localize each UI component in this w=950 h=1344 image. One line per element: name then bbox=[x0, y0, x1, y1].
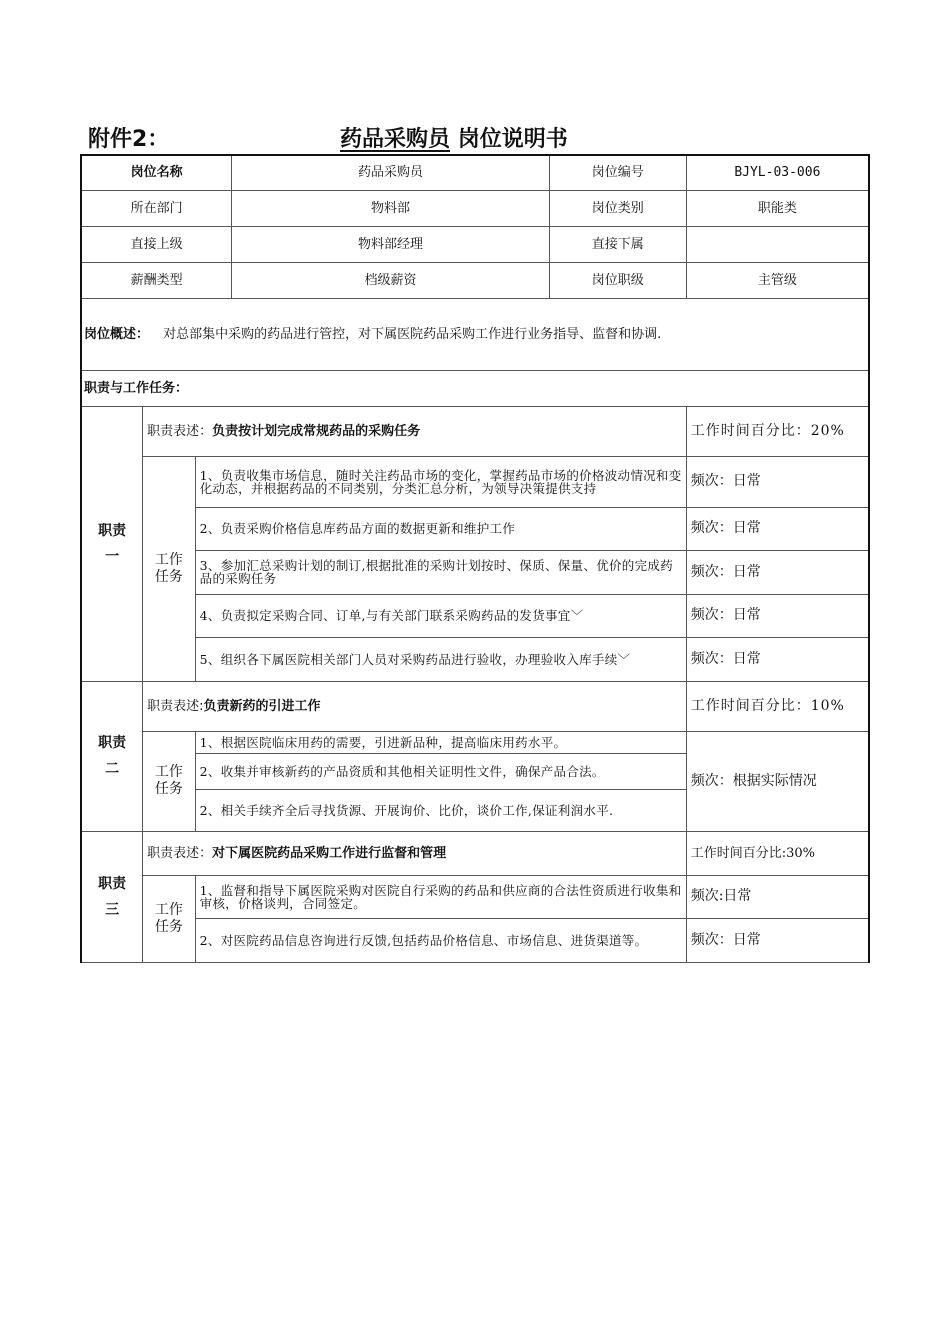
level-value: 主管级 bbox=[686, 262, 869, 298]
duty-2-desc bbox=[143, 681, 687, 731]
overview-cell bbox=[81, 298, 869, 370]
duty-1-task-4-text: 4、负责拟定采购合同、订单,与有关部门联系采购药品的发货事宜﹀ bbox=[195, 594, 686, 637]
code-label: 岗位编号 bbox=[549, 155, 686, 190]
code-value: BJYL-03-006 bbox=[686, 155, 869, 190]
duty-2-freq: 频次：根据实际情况 bbox=[686, 731, 869, 831]
duty-1-task-1-freq: 频次：日常 bbox=[686, 456, 869, 507]
overview-text: 对总部集中采购的药品进行管控，对下属医院药品采购工作进行业务指导、监督和协调. bbox=[163, 326, 662, 342]
duty-1-desc-prefix: 职责表述： bbox=[147, 423, 213, 439]
duty-2-label: 职责二 bbox=[81, 681, 143, 831]
dept-value: 物料部 bbox=[232, 190, 549, 226]
duty-1-task-4-freq: 频次：日常 bbox=[686, 594, 869, 637]
document-header bbox=[85, 118, 870, 156]
info-row-3 bbox=[81, 226, 869, 262]
duty-2-task-label: 工作任务 bbox=[143, 731, 196, 831]
duty-2-task-1-text: 1、根据医院临床用药的需要，引进新品种，提高临床用药水平。 bbox=[195, 731, 686, 753]
duty-3-task-2-freq: 频次：日常 bbox=[686, 918, 869, 962]
title-position: 药品采购员 bbox=[340, 127, 451, 152]
duty-1-task-1-text: 1、负责收集市场信息，随时关注药品市场的变化，掌握药品市场的价格波动情况和变化动态，并根据药品的不同类别，分类汇总分析，为领导决策提供支持 bbox=[195, 456, 686, 507]
duty-3-desc-prefix: 职责表述： bbox=[147, 845, 213, 861]
duty-3-task-1 bbox=[81, 875, 869, 918]
duty-3-desc-row bbox=[81, 831, 869, 875]
salary-label: 薪酬类型 bbox=[81, 262, 232, 298]
duty-1-task-2-text: 2、负责采购价格信息库药品方面的数据更新和维护工作 bbox=[195, 507, 686, 550]
duty-3-task-1-text: 1、监督和指导下属医院采购对医院自行采购的药品和供应商的合法性资质进行收集和审核，价格谈判，合同签定。 bbox=[195, 875, 686, 918]
duty-1-task-3-freq: 频次：日常 bbox=[686, 550, 869, 594]
duty-1-task-3-text: 3、参加汇总采购计划的制订,根据批准的采购计划按时、保质、保量、优价的完成药品的采购任务 bbox=[195, 550, 686, 594]
salary-value: 档级薪资 bbox=[232, 262, 549, 298]
duty-1-label: 职责一 bbox=[81, 406, 143, 681]
name-value: 药品采购员 bbox=[232, 155, 549, 190]
superior-value: 物料部经理 bbox=[232, 226, 549, 262]
duty-1-task-label: 工作任务 bbox=[143, 456, 196, 681]
overview-label: 岗位概述： bbox=[84, 326, 150, 342]
duty-1-task-5-freq: 频次：日常 bbox=[686, 637, 869, 681]
duty-3-task-2 bbox=[81, 918, 869, 962]
duty-2-task-2-text: 2、收集并审核新药的产品资质和其他相关证明性文件，确保产品合法。 bbox=[195, 753, 686, 789]
category-value: 职能类 bbox=[686, 190, 869, 226]
duty-1-desc-row bbox=[81, 406, 869, 456]
name-label: 岗位名称 bbox=[81, 155, 232, 190]
duty-2-desc-row bbox=[81, 681, 869, 731]
annex-label: 附件2： bbox=[88, 127, 170, 152]
duty-2-desc-text: 负责新药的引进工作 bbox=[203, 698, 321, 714]
category-label: 岗位类别 bbox=[549, 190, 686, 226]
duty-3-task-2-text: 2、对医院药品信息咨询进行反馈,包括药品价格信息、市场信息、进货渠道等。 bbox=[195, 918, 686, 962]
duty-2-task-3-text: 2、相关手续齐全后寻找货源、开展询价、比价，谈价工作,保证利润水平. bbox=[195, 789, 686, 831]
duty-3-desc bbox=[143, 831, 687, 875]
duty-3-task-1-freq: 频次:日常 bbox=[686, 875, 869, 918]
duty-1-desc-text: 负责按计划完成常规药品的采购任务 bbox=[212, 423, 421, 439]
job-description-table bbox=[80, 154, 870, 963]
level-label: 岗位职级 bbox=[549, 262, 686, 298]
duty-1-task-5-text: 5、组织各下属医院相关部门人员对采购药品进行验收，办理验收入库手续﹀ bbox=[195, 637, 686, 681]
info-row-4 bbox=[81, 262, 869, 298]
duty-1-percent: 工作时间百分比：20% bbox=[686, 406, 869, 456]
superior-label: 直接上级 bbox=[81, 226, 232, 262]
duty-1-task-4 bbox=[81, 594, 869, 637]
subordinate-label: 直接下属 bbox=[549, 226, 686, 262]
duties-heading: 职责与工作任务： bbox=[81, 370, 869, 406]
duty-1-task-1 bbox=[81, 456, 869, 507]
duty-3-task-label: 工作任务 bbox=[143, 875, 196, 962]
overview-row bbox=[81, 298, 869, 370]
duty-1-task-3 bbox=[81, 550, 869, 594]
duty-3-label: 职责三 bbox=[81, 831, 143, 962]
dept-label: 所在部门 bbox=[81, 190, 232, 226]
duty-1-task-5 bbox=[81, 637, 869, 681]
duty-1-task-2 bbox=[81, 507, 869, 550]
info-row-1 bbox=[81, 155, 869, 190]
duty-1-desc bbox=[143, 406, 687, 456]
duty-2-percent: 工作时间百分比：10% bbox=[686, 681, 869, 731]
title-doc: 岗位说明书 bbox=[457, 127, 568, 152]
duty-2-task-1 bbox=[81, 731, 869, 753]
duty-1-task-2-freq: 频次：日常 bbox=[686, 507, 869, 550]
duties-heading-row bbox=[81, 370, 869, 406]
document-title bbox=[340, 122, 568, 153]
duty-2-desc-prefix: 职责表述: bbox=[147, 698, 204, 714]
duty-3-percent: 工作时间百分比:30% bbox=[686, 831, 869, 875]
duty-3-desc-text: 对下属医院药品采购工作进行监督和管理 bbox=[212, 845, 447, 861]
subordinate-value bbox=[686, 226, 869, 262]
info-row-2 bbox=[81, 190, 869, 226]
